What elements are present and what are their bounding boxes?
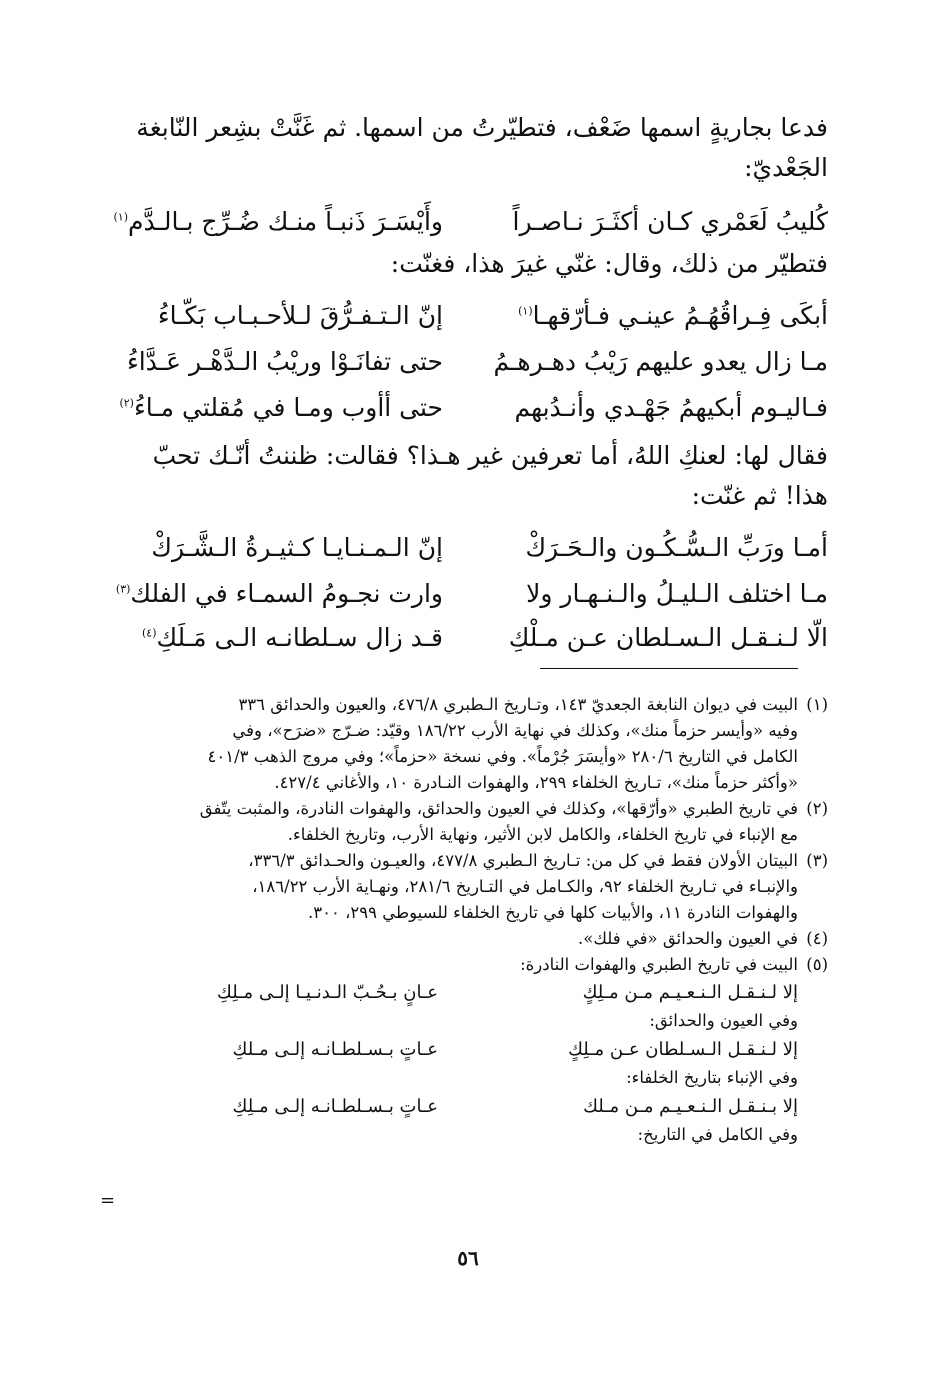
poem-2-verse: [108, 340, 828, 384]
footnote-line: في تاريخ الطبري «وأرّقها»، وكذلك في العيون والحدائق، والهفوات النادرة، والمثبت يتّفق: [199, 799, 798, 818]
footnote-verse: [108, 1035, 828, 1065]
footnote: [108, 926, 828, 952]
footnote-text: [108, 692, 798, 796]
footnote-text: [108, 796, 798, 848]
footnote-line: الكامل في التاريخ ٢٨٠/٦ «وأيسَرَ جُرْماً». وفي نسخة «حزماً»؛ وفي مروج الذهب ٤٠١/٣: [207, 747, 798, 766]
footnote-number: (٢): [806, 799, 828, 818]
footnote-line: البيتان الأولان فقط في كل من: تـاريخ الـطبري ٤٧٧/٨، والعيـون والحـدائق ٣٣٦/٣،: [248, 851, 798, 870]
footnote-line: «وأكثر حزماً منك»، تـاريخ الخلفاء ٢٩٩، والهفوات النـادرة ١٠، والأغاني ٤٢٧/٤.: [274, 773, 798, 792]
paragraph-3-line-2: هذا! ثم غنّت:: [691, 481, 828, 510]
footnote-source-label: وفي الكامل في التاريخ:: [637, 1125, 798, 1144]
footnote-ref: (١): [518, 304, 533, 318]
poem-3-verse: [108, 572, 828, 616]
verse-1-second-text: وأَيْسَـرَ ذَنبـاً منـك ضُـرِّج بـالـدَّم: [127, 207, 443, 236]
footnote-number: (٤): [806, 929, 828, 948]
second-hemistich: [108, 340, 443, 384]
first-hemistich: أمـا ورَبِّ الـسُّـكُـون والـحَـرَكْ: [525, 533, 828, 562]
second-hemistich: عـاتٍ بـسـلطـانـه إلـى مـلِكِ: [232, 1096, 438, 1117]
first-hemistich: [493, 340, 828, 384]
footnote-ref: (١): [113, 210, 128, 224]
footnote-line: والهفوات النادرة ١١، والأبيات كلها في تاريخ الخلفاء للسيوطي ٢٩٩، ٣٠٠.: [307, 903, 798, 922]
second-hemistich: [108, 294, 443, 338]
footnote-source-label: وفي العيون والحدائق:: [649, 1011, 798, 1030]
footnote-line: مع الإنباء في تاريخ الخلفاء، والكامل لابن الأثير، ونهاية الأرب، وتاريخ الخلفاء.: [287, 825, 798, 844]
footnote: [108, 952, 828, 978]
first-hemistich: إلا بـنـقـل الـنـعـيـم مـن مـلك: [583, 1096, 798, 1117]
first-hemistich: الّا لـنـقـل الـسـلطان عـن مـلْكِ: [508, 623, 828, 652]
intro-line-2: الجَعْديّ:: [744, 153, 828, 182]
verse-1: [108, 200, 828, 244]
footnote: [108, 848, 828, 926]
footnote-ref: (٢): [119, 396, 134, 410]
hemistich-text: قـد زال سـلطانـه الـى مَـلَكِ: [156, 623, 443, 652]
hemistich-text: حتى تفانَـوْا وريْبُ الـدَّهْـر عَـدَّاءُ: [126, 347, 443, 376]
verse-1-second-hemistich: [108, 200, 443, 244]
second-hemistich: عـاتٍ بـسـلطـانـه إلـى مـلكِ: [232, 1039, 438, 1060]
footnote-line: البيت في تاريخ الطبري والهفوات النادرة:: [520, 955, 798, 974]
poem-2-verse: [108, 386, 828, 430]
first-hemistich: مـا اختلف الـليـلُ والـنـهـار ولا: [526, 579, 828, 608]
footnote-line: في العيون والحدائق «في فلك».: [578, 929, 798, 948]
second-hemistich: [108, 572, 443, 616]
footnote-text: [108, 952, 798, 978]
continuation-mark: =: [100, 1190, 116, 1211]
intro-paragraph: [108, 108, 828, 188]
page-number: ٥٦: [457, 1246, 479, 1270]
footnote-ref: (٤): [141, 626, 157, 640]
paragraph-3-line-1: فقال لها: لعنكِ اللهُ، أما تعرفين غير هـذا؟ فقالت: ظننتُ أنّـك تحبّ: [152, 441, 828, 470]
paragraph-3: [108, 436, 828, 516]
hemistich-text: مـا زال يعدو عليهم رَيْبُ دهـرهـمُ: [493, 347, 828, 376]
second-hemistich: عـانٍ بـحُـبّ الـدنـيـا إلـى مـلِكِ: [217, 982, 438, 1003]
hemistich-text: أبكَى فِـراقُهُـمُ عينـي فـأرّقهـا: [532, 301, 828, 330]
footnote-separator: [540, 668, 798, 669]
paragraph-2: فتطيّر من ذلك، وقال: غنّي غيرَ هذا، فغنّت:: [390, 249, 828, 278]
hemistich-text: فـاليـوم أبكيهمُ جَهْـدي وأنـدُبهم: [514, 393, 828, 422]
footnote-source-label: وفي الإنباء بتاريخ الخلفاء:: [626, 1068, 798, 1087]
hemistich-text: وارت نجـومُ السمـاء في الفلك: [130, 579, 443, 608]
second-hemistich: [108, 526, 443, 570]
footnote: [108, 692, 828, 796]
footnote-text: [108, 926, 798, 952]
footnote-verse: [108, 1092, 828, 1122]
footnote-ref: (٣): [115, 582, 131, 596]
verse-1-first-hemistich: كُليبُ لَعَمْري كـان أكثَـرَ نـاصـراً: [512, 207, 828, 236]
hemistich-text: إنّ الـتـفـرُّقَ لـلأحـبـاب بَكّـاءُ: [157, 301, 443, 330]
footnote-verse: [108, 978, 828, 1008]
first-hemistich: إلا لـنـقـل الـسـلطان عـن مـلِكٍ: [568, 1039, 798, 1060]
poem-3-verse: [108, 526, 828, 570]
poem-3-verse: [108, 616, 828, 660]
intro-line-1: فدعا بجاريةٍ اسمها ضَعْف، فتطيّرتُ من اسمها. ثم غَنَّتْ بشِعر النّابغة: [136, 113, 828, 142]
footnote-number: (٥): [806, 955, 828, 974]
footnote-text: [108, 848, 798, 926]
footnote-line: البيت في ديوان النابغة الجعديّ ١٤٣، وتـاريخ الـطبري ٤٧٦/٨، والعيون والحدائق ٣٣٦: [238, 695, 798, 714]
footnote-number: (٣): [806, 851, 828, 870]
footnotes: [108, 692, 828, 1149]
hemistich-text: حتى أأوب ومـا في مُقلتي مـاءُ: [133, 393, 443, 422]
footnote-number: (١): [806, 695, 828, 714]
first-hemistich: [493, 386, 828, 430]
second-hemistich: [108, 386, 443, 430]
footnote: [108, 796, 828, 848]
poem-2-verse: [108, 294, 828, 338]
footnote-line: وفيه «وأيسر حزماً منك»، وكذلك في نهاية الأرب ١٨٦/٢٢ وقيّد: ضـرّج «ضرَح»، وفي: [232, 721, 798, 740]
hemistich-text: إنّ الـمـنـايـا كـثيـرةُ الـشَّـرَكْ: [151, 533, 443, 562]
second-hemistich: [108, 616, 443, 660]
first-hemistich: [493, 294, 828, 338]
footnote-line: والإنبـاء في تـاريخ الخلفاء ٩٢، والكـامل في التـاريخ ٢٨١/٦، ونهـاية الأرب ١٨٦/٢٢،: [252, 877, 798, 896]
first-hemistich: إلا لـنـقـل الـنـعـيـم مـن مـلِكٍ: [582, 982, 798, 1003]
